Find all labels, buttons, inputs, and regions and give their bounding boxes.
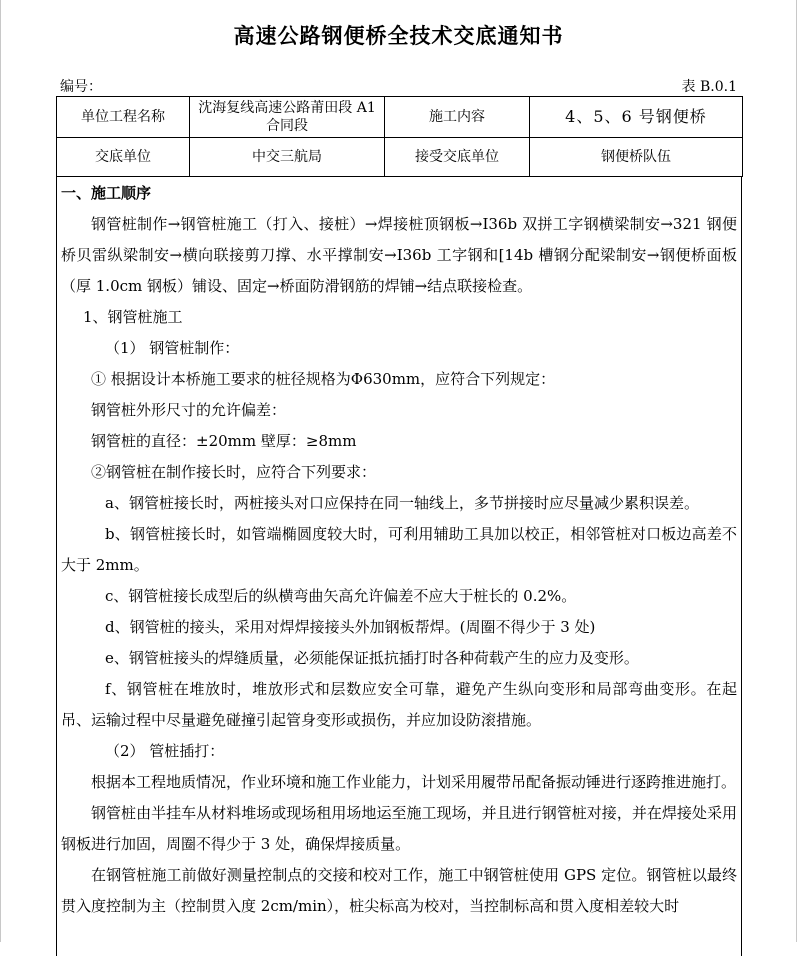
frame-left bbox=[0, 0, 1, 942]
project-value: 沈海复线高速公路莆田段 A1 合同段 bbox=[190, 97, 385, 138]
section-heading: 一、施工顺序 bbox=[61, 184, 152, 202]
paragraph-line: ②钢管桩在制作接长时，应符合下列要求： bbox=[91, 463, 377, 481]
paragraph-sequence: 钢管桩制作→钢管桩施工（打入、接桩）→焊接桩顶钢板→I36b 双拼工字钢横梁制安→321 钢便桥贝雷纵梁制安→横向联接剪刀撑、水平撑制安→I36b 工字钢和[14b 槽钢分配梁制安→钢便桥面板（厚 1.0cm 钢板）铺设、固定→桥面防滑钢筋的焊铺→结点联接检查。 bbox=[61, 215, 737, 295]
document-title: 高速公路钢便桥全技术交底通知书 bbox=[233, 23, 564, 48]
list-item: d、钢管桩的接头，采用对焊焊接接头外加钢板帮焊。(周圈不得少于 3 处) bbox=[105, 618, 596, 636]
list-item: e、钢管桩接头的焊缝质量，必须能保证抵抗插打时各种荷载产生的应力及变形。 bbox=[105, 649, 639, 667]
number-label: 编号： bbox=[60, 79, 102, 95]
subsection-item: （2） 管桩插打： bbox=[105, 742, 225, 760]
list-item: c、钢管桩接长成型后的纵横弯曲矢高允许偏差不应大于桩长的 0.2%。 bbox=[105, 587, 577, 605]
content-value: 4、5、6 号钢便桥 bbox=[530, 97, 743, 138]
header-row-units bbox=[57, 138, 743, 177]
paragraph: 钢管桩由半挂车从材料堆场或现场租用场地运至施工现场，并且进行钢管桩对接，并在焊接处采用钢板进行加固，周圈不得少于 3 处，确保焊接质量。 bbox=[61, 804, 737, 853]
header-row-project bbox=[57, 97, 743, 138]
list-item: b、钢管桩接长时，如管端椭圆度较大时，可利用辅助工具加以校正，相邻管桩对口板边高差不大于 2mm。 bbox=[61, 525, 737, 574]
receiver-value: 钢便桥队伍 bbox=[530, 138, 743, 177]
body-box bbox=[56, 176, 742, 956]
subsection-heading: 1、钢管桩施工 bbox=[83, 308, 183, 326]
paragraph: 在钢管桩施工前做好测量控制点的交接和校对工作，施工中钢管桩使用 GPS 定位。钢管桩以最终贯入度控制为主（控制贯入度 2cm/min），桩尖标高为校对，当控制标高和贯入度相差较大时 bbox=[61, 866, 737, 915]
body-content bbox=[57, 176, 741, 922]
paragraph: 根据本工程地质情况，作业环境和施工作业能力，计划采用履带吊配备振动锤进行逐跨推进施打。 bbox=[91, 773, 737, 791]
paragraph-line: ① 根据设计本桥施工要求的桩径规格为Φ630mm，应符合下列规定： bbox=[91, 370, 556, 388]
header-table bbox=[56, 96, 743, 177]
subsection-item: （1） 钢管桩制作： bbox=[105, 339, 240, 357]
project-label: 单位工程名称 bbox=[57, 97, 190, 138]
content-label: 施工内容 bbox=[385, 97, 530, 138]
issuer-value: 中交三航局 bbox=[190, 138, 385, 177]
list-item: f、钢管桩在堆放时，堆放形式和层数应安全可靠，避免产生纵向变形和局部弯曲变形。在起吊、运输过程中尽量避免碰撞引起管身变形或损伤，并应加设防滚措施。 bbox=[61, 680, 737, 729]
issuer-label: 交底单位 bbox=[57, 138, 190, 177]
form-code: 表 B.0.1 bbox=[681, 79, 737, 95]
list-item: a、钢管桩接长时，两桩接头对口应保持在同一轴线上，多节拼接时应尽量减少累积误差。 bbox=[105, 494, 699, 512]
paragraph-line: 钢管桩外形尺寸的允许偏差： bbox=[91, 401, 287, 419]
receiver-label: 接受交底单位 bbox=[385, 138, 530, 177]
paragraph-line: 钢管桩的直径：±20mm 壁厚：≥8mm bbox=[91, 432, 357, 450]
